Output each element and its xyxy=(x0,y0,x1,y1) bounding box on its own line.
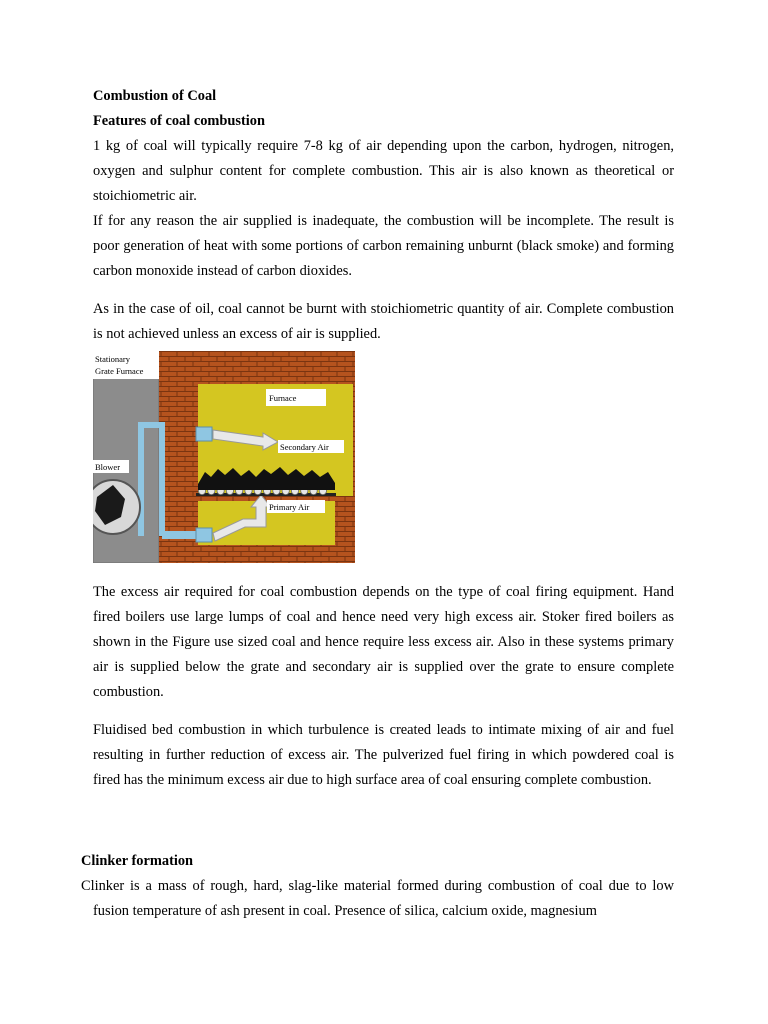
paragraph-fluidised-bed: Fluidised bed combustion in which turbulence is created leads to intimate mixing of air and fuel resulting in further reduction of excess air. The pulverized fuel firing in which powdered coal is fired has the minimum excess air due to high surface area of coal ensuring complete combustion. xyxy=(93,722,674,788)
section-heading-clinker: Clinker formation xyxy=(81,853,194,869)
secondary-air-label: Secondary Air xyxy=(280,442,329,452)
stationary-grate-furnace-figure xyxy=(93,351,355,563)
primary-air-label: Primary Air xyxy=(269,502,310,512)
stationary-label: Stationary xyxy=(95,354,130,364)
furnace-label: Furnace xyxy=(269,393,297,403)
document-title: Combustion of Coal xyxy=(93,88,217,104)
paragraph-clinker: Clinker is a mass of rough, hard, slag-like material formed during combustion of coal due to low fusion temperature of ash present in coal. Presence of silica, calcium oxide, magnesium xyxy=(81,878,674,919)
paragraph-excess-air: As in the case of oil, coal cannot be burnt with stoichiometric quantity of air. Complete combustion is not achieved unless an excess of air is supplied. xyxy=(93,301,674,342)
section-subtitle: Features of coal combustion xyxy=(93,113,266,129)
grate-furnace-label: Grate Furnace xyxy=(95,366,144,376)
paragraph-inadequate-air: If for any reason the air supplied is inadequate, the combustion will be incomplete. The result is poor generation of heat with some portions of carbon remaining unburnt (black smoke) and forming carbon monoxide instead of carbon dioxides. xyxy=(93,213,674,279)
paragraph-air-requirement: 1 kg of coal will typically require 7-8 kg of air depending upon the carbon, hydrogen, nitrogen, oxygen and sulphur content for complete combustion. This air is also known as theoretical or stoichiometric air. xyxy=(93,138,674,204)
paragraph-excess-air-equipment: The excess air required for coal combustion depends on the type of coal firing equipment. Hand fired boilers use large lumps of coal and hence need very high excess air. Stoker fired boilers as shown in the Figure use sized coal and hence require less excess air. Also in these systems primary air is supplied below the grate and secondary air is supplied over the grate to ensure complete combustion. xyxy=(93,584,674,700)
blower-label: Blower xyxy=(95,462,121,472)
